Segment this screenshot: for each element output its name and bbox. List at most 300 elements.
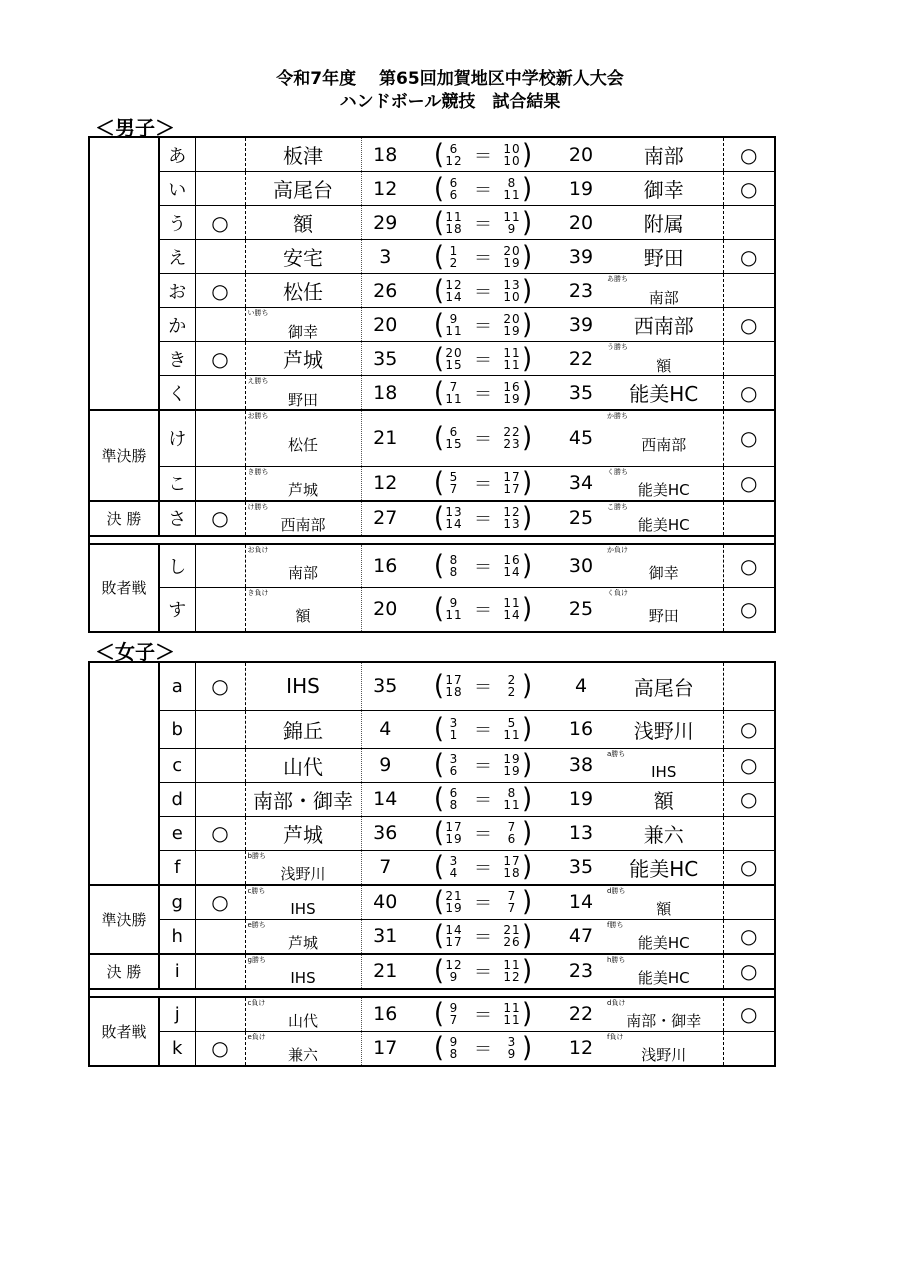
right-halves [502,279,522,303]
right-halves [502,177,522,201]
half-scores [409,240,557,274]
right-team-cell [605,274,723,308]
match-id: い [159,172,195,206]
left-half-1: 5 [449,470,459,484]
right-team-cell [605,466,723,501]
right-team-cell [605,501,723,536]
round-label [89,137,159,410]
match-id: i [159,954,195,989]
left-half-2: 8 [449,1047,459,1061]
half-scores [409,748,557,782]
left-halves [444,143,464,167]
left-half-1: 3 [449,716,459,730]
left-winner-mark [195,850,245,885]
left-team-cell [245,662,361,710]
left-half-2: 18 [445,221,463,236]
right-score: 19 [557,172,605,206]
right-half-2: 11 [503,728,521,742]
close-paren: ) [522,593,533,625]
left-team-cell [245,710,361,748]
close-paren: ) [522,920,533,952]
right-source-note: あ勝ち [607,275,628,283]
match-id: a [159,662,195,710]
right-score: 19 [557,782,605,816]
left-team-name: 板津 [283,144,323,168]
right-winner-mark: ○ [723,588,775,632]
half-scores [409,206,557,240]
match-row [89,588,775,632]
left-winner-mark [195,954,245,989]
open-paren: ( [433,851,444,883]
left-half-1: 9 [449,311,459,326]
match-row [89,662,775,710]
left-winner-mark [195,748,245,782]
right-halves [502,1036,522,1060]
match-row [89,274,775,308]
right-halves [502,506,522,530]
open-paren: ( [433,817,444,849]
right-winner-mark: ○ [723,410,775,466]
left-source-note: お負け [247,545,269,554]
left-winner-mark: ○ [195,662,245,710]
left-halves [444,855,464,879]
match-row [89,376,775,411]
right-team-name: 能美HC [637,934,690,952]
open-paren: ( [433,274,444,307]
right-winner-mark [723,662,775,710]
left-source-note: g勝ち [247,955,266,964]
left-team-cell [245,748,361,782]
equals-sign: ＝ [474,556,492,578]
open-paren: ( [433,502,444,534]
equals-sign: ＝ [474,824,492,845]
right-team-name: 南部 [648,288,679,307]
right-half-1: 5 [507,716,517,730]
right-team-name: 南部 [643,144,684,168]
right-winner-mark [723,206,775,240]
open-paren: ( [433,593,444,625]
left-half-1: 17 [445,673,463,688]
left-halves [444,674,464,698]
right-half-1: 20 [503,311,521,326]
left-team-cell [245,544,361,588]
match-row [89,466,775,501]
right-halves [502,471,522,495]
left-team-name: 額 [295,607,311,626]
right-half-1: 17 [503,470,521,484]
right-score: 16 [557,710,605,748]
left-winner-mark: ○ [195,501,245,536]
right-team-cell [605,206,723,240]
match-row [89,501,775,536]
left-team-name: 松任 [283,280,323,304]
equals-sign: ＝ [474,474,492,495]
right-half-2: 19 [503,255,521,270]
left-score: 4 [361,710,409,748]
left-team-cell [245,376,361,411]
right-half-1: 12 [503,505,521,519]
left-half-1: 21 [445,889,463,903]
right-score: 23 [557,954,605,989]
match-id: し [159,544,195,588]
left-score: 18 [361,376,409,411]
left-winner-mark [195,240,245,274]
right-half-2: 12 [503,970,521,984]
left-winner-mark [195,544,245,588]
right-score: 20 [557,137,605,172]
left-halves [444,347,464,371]
close-paren: ) [522,422,533,454]
right-team-name: 兼六 [643,822,684,847]
right-half-1: 8 [507,175,517,190]
right-half-2: 14 [503,564,521,579]
left-team-cell [245,206,361,240]
half-scores [409,588,557,632]
equals-sign: ＝ [474,349,492,371]
right-team-name: 野田 [648,607,679,626]
left-score: 35 [361,342,409,376]
right-half-1: 7 [507,820,517,834]
left-halves [444,787,464,811]
right-source-note: こ勝ち [607,502,628,511]
left-half-1: 6 [449,786,459,800]
left-half-2: 1 [449,728,459,742]
right-half-2: 19 [503,764,521,778]
left-team-name: 野田 [287,390,318,409]
left-team-name: 芦城 [283,822,323,847]
match-id: く [159,376,195,411]
left-winner-mark: ○ [195,1031,245,1066]
right-team-name: 浅野川 [633,718,694,743]
left-source-note: b勝ち [247,851,266,860]
equals-sign: ＝ [474,962,492,983]
left-team-cell [245,342,361,376]
right-half-1: 17 [503,854,521,868]
left-half-2: 14 [445,517,463,531]
half-scores [409,544,557,588]
left-source-note: お勝ち [247,412,269,420]
left-team-cell [245,274,361,308]
left-team-name: 御幸 [287,322,318,341]
right-team-cell [605,1031,723,1066]
right-source-note: a勝ち [607,749,626,758]
left-halves [444,211,464,235]
equals-sign: ＝ [474,600,492,622]
separator-row [89,989,775,997]
match-row [89,782,775,816]
right-score: 45 [557,410,605,466]
left-winner-mark: ○ [195,885,245,920]
equals-sign: ＝ [474,677,492,699]
left-score: 35 [361,662,409,710]
half-scores [409,1031,557,1066]
match-row [89,240,775,274]
open-paren: ( [433,308,444,341]
right-halves [502,717,522,741]
open-paren: ( [433,550,444,582]
left-team-name: 芦城 [287,934,318,952]
right-winner-mark: ○ [723,782,775,816]
round-label: 決 勝 [89,954,159,989]
right-half-1: 2 [507,673,517,688]
right-half-1: 21 [503,923,521,937]
left-winner-mark [195,710,245,748]
match-row [89,308,775,342]
match-id: け [159,410,195,466]
close-paren: ) [522,783,533,815]
right-score: 25 [557,588,605,632]
match-row [89,954,775,989]
right-halves [502,211,522,235]
left-score: 27 [361,501,409,536]
match-row [89,342,775,376]
match-id: か [159,308,195,342]
right-team-name: 御幸 [643,178,684,202]
left-half-2: 11 [445,391,463,406]
left-half-2: 9 [449,970,459,984]
left-team-cell [245,919,361,954]
close-paren: ) [522,376,533,409]
equals-sign: ＝ [474,927,492,948]
left-half-2: 18 [445,685,463,700]
right-half-2: 11 [503,187,521,202]
right-source-note: f勝ち [607,920,624,929]
equals-sign: ＝ [474,893,492,914]
left-team-cell [245,172,361,206]
right-score: 35 [557,376,605,411]
right-half-2: 14 [503,608,521,623]
close-paren: ) [522,886,533,918]
right-team-cell [605,710,723,748]
left-half-2: 8 [449,798,459,812]
right-winner-mark [723,501,775,536]
left-score: 18 [361,137,409,172]
right-half-1: 16 [503,552,521,567]
right-team-name: 西南部 [633,314,694,338]
right-half-2: 13 [503,517,521,531]
title-line-2: ハンドボール競技 試合結果 [339,92,561,112]
match-id: さ [159,501,195,536]
match-id: お [159,274,195,308]
left-half-1: 14 [445,923,463,937]
left-half-1: 11 [445,209,463,224]
left-score: 12 [361,466,409,501]
left-team-name: 山代 [283,754,323,779]
open-paren: ( [433,749,444,781]
left-half-2: 14 [445,289,463,304]
right-half-1: 7 [507,889,517,903]
match-row [89,410,775,466]
right-team-cell [605,376,723,411]
left-half-2: 7 [449,482,459,496]
girls-results-table [88,661,776,1067]
right-halves [502,381,522,405]
left-half-2: 8 [449,564,459,579]
right-winner-mark: ○ [723,710,775,748]
right-half-2: 9 [507,221,517,236]
separator-row [89,536,775,544]
left-winner-mark [195,997,245,1032]
right-half-2: 18 [503,866,521,880]
open-paren: ( [433,886,444,918]
left-winner-mark: ○ [195,274,245,308]
right-winner-mark: ○ [723,240,775,274]
left-score: 40 [361,885,409,920]
equals-sign: ＝ [474,213,492,235]
left-score: 36 [361,816,409,850]
left-source-note: え勝ち [247,377,269,385]
right-team-name: 高尾台 [633,675,694,700]
right-source-note: h勝ち [607,955,626,964]
left-team-cell [245,466,361,501]
left-score: 26 [361,274,409,308]
left-team-name: 錦丘 [283,718,323,743]
equals-sign: ＝ [474,429,492,451]
right-half-2: 7 [507,901,517,915]
left-half-1: 9 [449,596,459,611]
right-half-2: 23 [503,437,521,452]
left-score: 9 [361,748,409,782]
match-id: こ [159,466,195,501]
left-half-1: 12 [445,277,463,292]
left-winner-mark [195,172,245,206]
equals-sign: ＝ [474,1039,492,1060]
right-team-name: 額 [656,900,672,918]
left-halves [444,381,464,405]
right-halves [502,347,522,371]
left-source-note: い勝ち [247,309,269,317]
right-team-cell [605,410,723,466]
left-source-note: e負け [247,1032,266,1041]
close-paren: ) [522,998,533,1030]
left-half-2: 12 [445,153,463,168]
right-team-name: 野田 [643,246,684,270]
right-team-name: 浅野川 [641,1046,687,1064]
right-team-cell [605,172,723,206]
open-paren: ( [433,920,444,952]
right-halves [502,855,522,879]
close-paren: ) [522,342,533,375]
match-row [89,850,775,885]
left-team-name: 南部・御幸 [253,788,353,813]
left-team-cell [245,954,361,989]
right-team-name: IHS [651,763,677,781]
right-team-name: 附属 [643,212,684,236]
close-paren: ) [522,670,533,702]
right-team-name: 能美HC [629,856,699,881]
left-halves [444,471,464,495]
right-source-note: か負け [607,545,628,554]
round-label: 決 勝 [89,501,159,536]
match-row [89,997,775,1032]
left-team-name: 芦城 [287,481,318,499]
match-id: f [159,850,195,885]
close-paren: ) [522,172,533,205]
right-half-1: 11 [503,1001,521,1015]
match-row [89,172,775,206]
right-half-1: 19 [503,752,521,766]
left-half-1: 3 [449,854,459,868]
close-paren: ) [522,138,533,171]
half-scores [409,954,557,989]
right-team-name: 御幸 [648,563,679,582]
right-winner-mark [723,885,775,920]
right-halves [502,143,522,167]
right-winner-mark: ○ [723,137,775,172]
left-score: 14 [361,782,409,816]
left-team-cell [245,240,361,274]
left-halves [444,279,464,303]
right-score: 14 [557,885,605,920]
right-team-name: 額 [653,788,674,813]
open-paren: ( [433,713,444,745]
left-half-1: 9 [449,1035,459,1049]
match-id: す [159,588,195,632]
left-winner-mark: ○ [195,206,245,240]
left-source-note: け勝ち [247,502,269,511]
left-halves [444,1002,464,1026]
round-label: 準決勝 [89,885,159,954]
left-team-name: 松任 [287,436,318,455]
half-scores [409,342,557,376]
close-paren: ) [522,955,533,987]
equals-sign: ＝ [474,756,492,777]
left-half-1: 6 [449,141,459,156]
match-id: e [159,816,195,850]
left-team-cell [245,1031,361,1066]
girls-section-label: ＜女子＞ [95,640,175,664]
left-score: 29 [361,206,409,240]
match-row [89,885,775,920]
close-paren: ) [522,308,533,341]
close-paren: ) [522,817,533,849]
left-half-1: 1 [449,243,459,258]
left-team-cell [245,997,361,1032]
left-source-note: c負け [247,998,266,1007]
right-half-2: 10 [503,153,521,168]
equals-sign: ＝ [474,281,492,303]
right-team-cell [605,919,723,954]
left-team-name: IHS [290,969,316,987]
open-paren: ( [433,1032,444,1064]
right-team-name: 能美HC [637,969,690,987]
left-score: 17 [361,1031,409,1066]
right-winner-mark: ○ [723,919,775,954]
half-scores [409,782,557,816]
left-team-name: 安宅 [283,246,323,270]
right-half-1: 13 [503,277,521,292]
left-half-2: 15 [445,437,463,452]
left-half-2: 17 [445,935,463,949]
half-scores [409,137,557,172]
right-score: 47 [557,919,605,954]
round-label [89,662,159,885]
open-paren: ( [433,422,444,454]
left-winner-mark [195,588,245,632]
left-winner-mark [195,376,245,411]
left-half-1: 13 [445,505,463,519]
left-half-2: 15 [445,357,463,372]
equals-sign: ＝ [474,790,492,811]
right-score: 39 [557,308,605,342]
left-halves [444,821,464,845]
left-half-1: 6 [449,425,459,440]
left-halves [444,924,464,948]
match-id: あ [159,137,195,172]
left-halves [444,717,464,741]
left-half-1: 6 [449,175,459,190]
left-halves [444,554,464,578]
